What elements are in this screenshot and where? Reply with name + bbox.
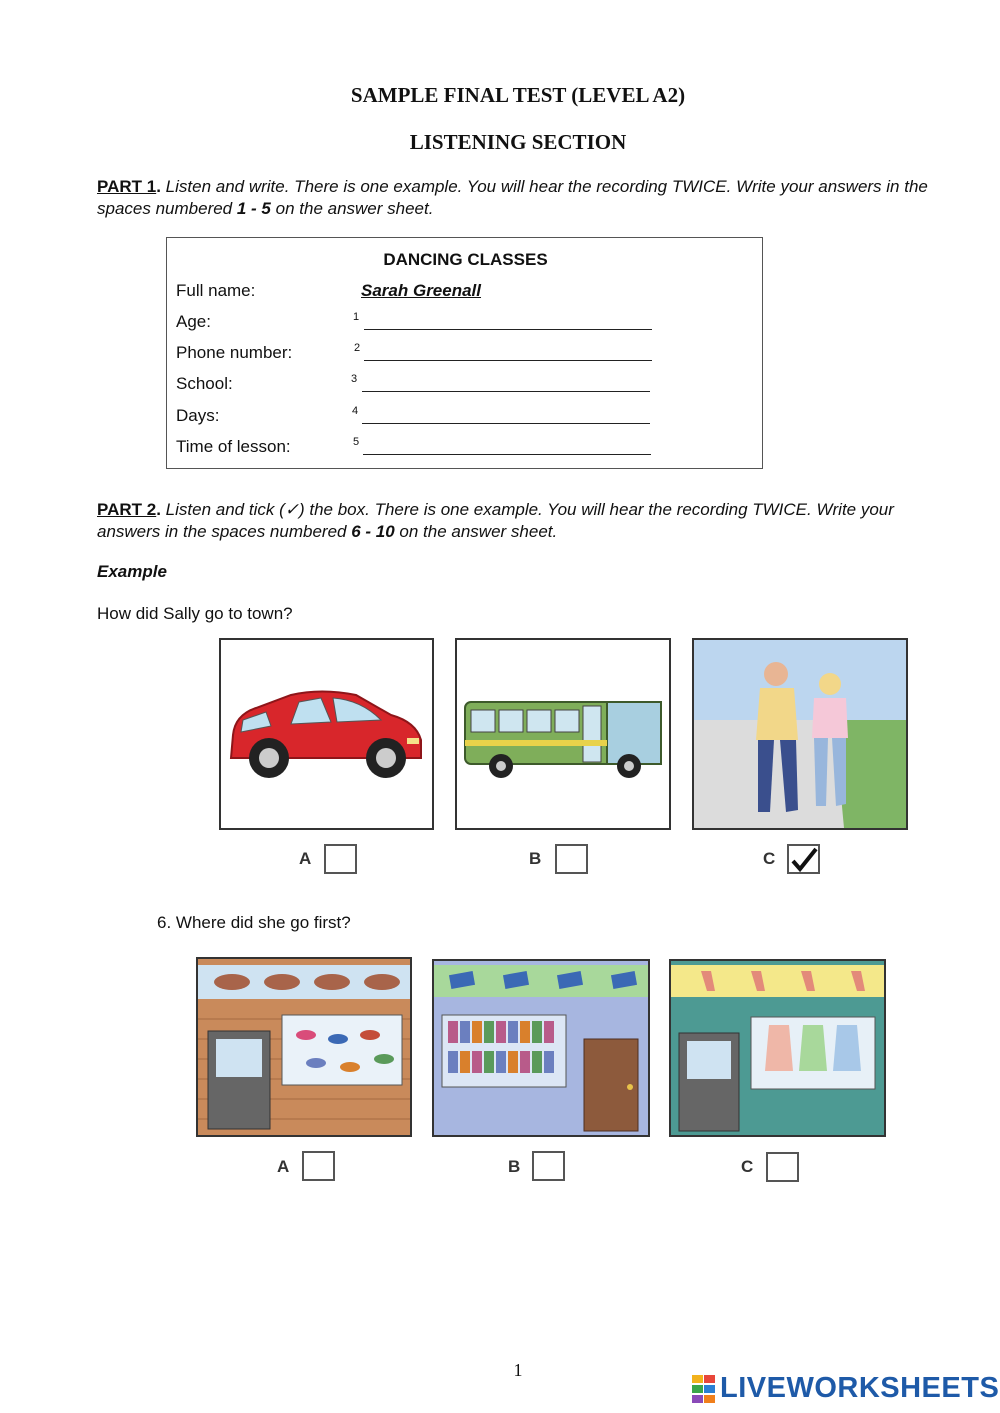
brand-blocks-icon [692,1375,716,1403]
q6-option-a-label: A [277,1157,290,1176]
question-6: 6. Where did she go first? [157,913,351,932]
form-title: DANCING CLASSES [383,250,548,269]
check-mark-icon [789,846,819,873]
example-option-b-label: B [529,849,542,868]
brand-name: LIVEWORKSHEETS [720,1372,1000,1404]
answer-line-4[interactable] [362,423,650,424]
answer-number-1: 1 [353,311,360,323]
page-number: 1 [513,1360,523,1380]
part2-instructions: PART 2. Listen and tick (✓) the box. There is one example. You will hear the recording TWICE. Write your answers in the spaces numbered 6 - 10 on the answer sheet. [97,500,894,541]
part1-label: PART 1 [97,177,157,196]
answer-line-1[interactable] [364,329,652,330]
example-option-c-label: C [763,849,776,868]
answer-number-4: 4 [352,405,359,417]
q6-option-b-label: B [508,1157,521,1176]
dancing-classes-form [166,237,763,469]
answer-number-5: 5 [353,436,360,448]
part2-range: 6 - 10 [351,522,395,541]
example-question: How did Sally go to town? [97,604,293,623]
part1-instructions: PART 1. Listen and write. There is one example. You will hear the recording TWICE. Write your answers in the spaces numbered 1 - 5 on the answer sheet. [97,177,928,218]
example-checkbox-a[interactable] [324,844,357,874]
bus-icon [455,638,671,830]
part1-instruction-end: on the answer sheet. [270,199,434,218]
clothes-shop-icon [669,959,886,1137]
example-option-a-label: A [299,849,312,868]
form-label-days: Days: [176,406,220,425]
part1-instruction-text: Listen and write. There is one example. You will hear the recording TWICE. Write your answers in the spaces numbered [97,177,928,218]
book-shop-icon [432,959,650,1137]
q6-option-c-label: C [741,1157,754,1176]
answer-number-2: 2 [354,342,361,354]
form-label-school: School: [176,374,233,393]
walking-people-icon [692,638,908,830]
answer-line-5[interactable] [363,454,651,455]
part2-label: PART 2 [97,500,157,519]
answer-line-2[interactable] [364,360,652,361]
shoe-shop-icon [196,957,412,1137]
example-label: Example [97,562,167,581]
part2-instruction-end: on the answer sheet. [394,522,558,541]
form-label-phone: Phone number: [176,343,293,362]
form-label-time: Time of lesson: [176,437,291,456]
example-answer-name: Sarah Greenall [361,281,482,300]
form-label-age: Age: [176,312,211,331]
example-checkbox-b[interactable] [555,844,588,874]
part1-range: 1 - 5 [236,199,271,218]
part2-instruction-text: Listen and tick (✓) the box. There is one example. You will hear the recording TWICE. Write your answers in the spaces numbered [97,500,894,541]
car-icon [219,638,434,830]
q6-checkbox-b[interactable] [532,1151,565,1181]
answer-number-3: 3 [351,373,358,385]
q6-checkbox-a[interactable] [302,1151,335,1181]
answer-line-3[interactable] [362,391,650,392]
page-title: SAMPLE FINAL TEST (LEVEL A2) [350,83,686,107]
section-title: LISTENING SECTION [409,130,627,154]
form-label-full-name: Full name: [176,281,256,300]
example-checkbox-c[interactable] [787,844,820,874]
q6-checkbox-c[interactable] [766,1152,799,1182]
